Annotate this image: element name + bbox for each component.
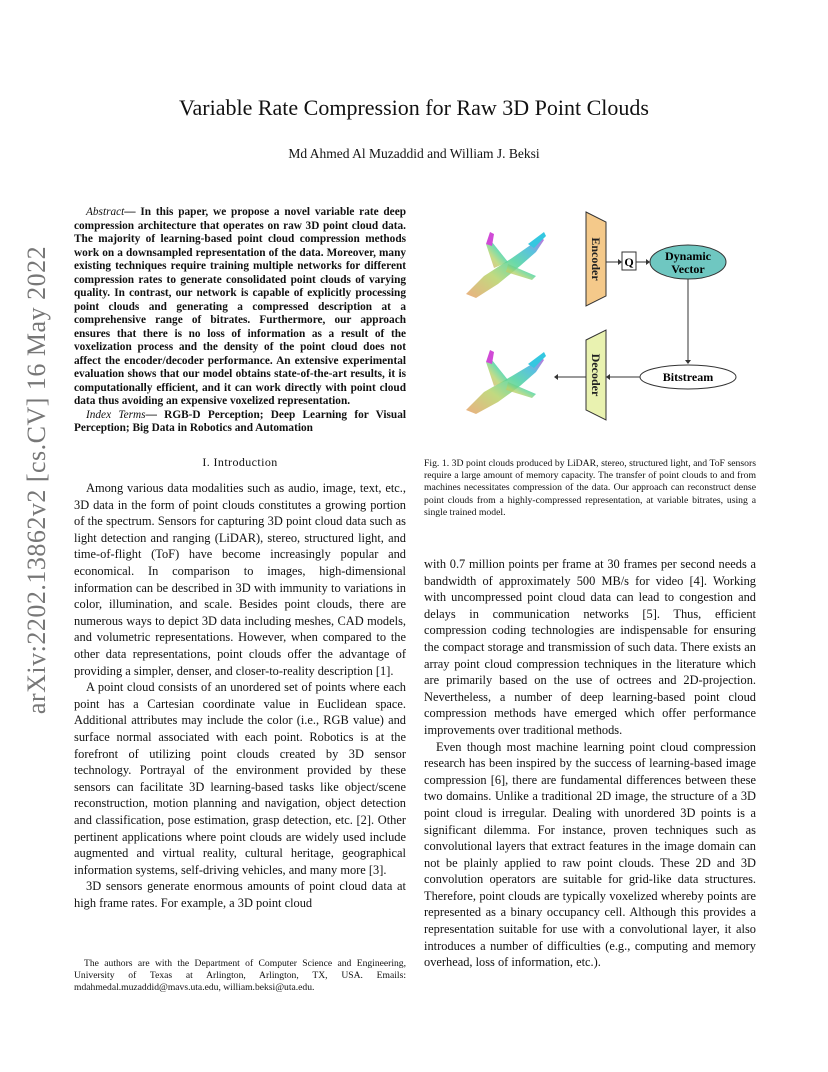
quantizer-label: Q (624, 255, 634, 269)
index-terms (74, 409, 406, 436)
intro-paragraph-2: A point cloud consists of an unordered set of points where each point has a Cartesian coordinate value in Euclidean space. Additional attributes may include the color (i.e., RGB value) and surface normal associated with each point. Robotics is at the forefront of utilizing point clouds created by 3D sensor technology. Portrayal of the environment provided by these sensors can facilitate 3D learning-based tasks like object/scene reconstruction, motion planning and navigation, object detection and classification, pose estimation, grasp detection, etc. [2]. Other pertinent applications where point clouds are widely used include augmented and virtual reality, cultural heritage, geographical information systems, self-driving vehicles, and many more [3]. (74, 680, 406, 877)
abstract-text: — In this paper, we propose a novel variable rate deep compression architecture that operates on raw 3D point cloud data. The majority of learning-based point cloud compression methods work on a downsampled representation of the data. Moreover, many existing techniques require training multiple networks for different compression rates to generate consolidated point clouds of varying quality. In contrast, our network is capable of explicitly processing point clouds and generating a compressed description at a comprehensive range of bitrates. Furthermore, our approach ensures that there is no loss of information as a result of the voxelization process and the density of the point cloud does not affect the encoder/decoder performance. An extensive experimental evaluation shows that our model obtains state-of-the-art results, it is computationally efficient, and it can work directly with point cloud data thus avoiding an expensive voxelized representation. (74, 206, 406, 407)
airplane-output-image (466, 350, 546, 414)
intro-paragraph-1: Among various data modalities such as audio, image, text, etc., 3D data in the form of point clouds constitutes a growing portion of the spectrum. Sensors for capturing 3D point cloud data such as light detection and ranging (LiDAR), stereo, structured light, and time-of-flight (ToF) have become increasingly popular and economical. In comparison to images, high-dimensional information can be described in 3D with immunity to variations in color, illumination, and scale. Besides point clouds, there are numerous ways to depict 3D data including meshes, CAD models, and volumetric representations. However, when compared to the other data representations, point clouds offer the advantage of providing a simpler, denser, and closer-to-reality description [1]. (74, 481, 406, 678)
airplane-input-image (466, 232, 546, 298)
paper-title: Variable Rate Compression for Raw 3D Point Clouds (179, 95, 649, 120)
figure-1 (424, 206, 756, 426)
intro-paragraph-4: with 0.7 million points per frame at 30 frames per second needs a bandwidth of approximately 500 MB/s for video [4]. Working with uncompressed point cloud data can lead to congestion and delays in communication networks [5]. Thus, efficient compression coding technologies are indispensable for ensuring the compact storage and transmission of such data. There exists an array point cloud compression techniques in the literature which are primarily based on the use of octrees and 2D-projection. Nevertheless, a number of deep learning-based point cloud compression methods have emerged which offer performance improvements over traditional methods. (424, 557, 756, 737)
dynamic-vector-label-2: Vector (671, 262, 705, 276)
abstract (74, 206, 406, 409)
paper-authors: Md Ahmed Al Muzaddid and William J. Beksi (288, 146, 540, 161)
intro-paragraph-5: Even though most machine learning point cloud compression research has been inspired by the success of learning-based image compression [6], there are fundamental differences between these two domains. Unlike a traditional 2D image, the structure of a 3D point cloud is irregular. Dealing with unordered 3D points is a significant dilemma. For instance, proven techniques such as convolutional layers that extract features in the image domain can not be plainly applied to raw point clouds. These 2D and 3D convolution operators are suitable for grid-like data structures. Therefore, point clouds are typically voxelized whereby points are represented as a binary occupancy cell. Although this provides a representation suitable for use with a convolutional layer, it also introduces a number of difficulties (e.g., computing and memory overhead, loss of information, etc.). (424, 739, 756, 970)
right-column (424, 556, 756, 971)
arxiv-id: arXiv:2202.13862v2 [cs.CV] 16 May 2022 (22, 245, 51, 715)
encoder-label: Encoder (589, 237, 603, 281)
bitstream-label: Bitstream (662, 370, 714, 384)
intro-paragraph-3: 3D sensors generate enormous amounts of point cloud data at high frame rates. For example, a 3D point cloud (74, 879, 406, 910)
decoder-label: Decoder (589, 353, 603, 397)
footnote-text: The authors are with the Department of Computer Science and Engineering, University of Texas at Arlington, Arlington, TX, USA. Emails: mdahmedal.muzaddid@mavs.uta.edu, william.beksi@uta.edu. (74, 958, 406, 993)
dynamic-vector-label-1: Dynamic (665, 249, 711, 263)
figure-caption: Fig. 1. 3D point clouds produced by LiDAR, stereo, structured light, and ToF sensors require a large amount of memory capacity. The transfer of point clouds to and from machines necessitates compression of the data. Our approach can reconstruct dense point clouds from a highly-compressed representation, at variable bitrates, using a single trained model. (424, 458, 756, 518)
left-column (74, 206, 406, 912)
abstract-label: Abstract (86, 206, 125, 218)
section-heading: I. Introduction (202, 454, 278, 469)
arxiv-sidebar (22, 245, 52, 715)
footnote (74, 958, 406, 994)
index-terms-text: — RGB-D Perception; Deep Learning for Visual Perception; Big Data in Robotics and Automation (74, 408, 407, 434)
index-terms-label: Index Terms (86, 408, 146, 421)
